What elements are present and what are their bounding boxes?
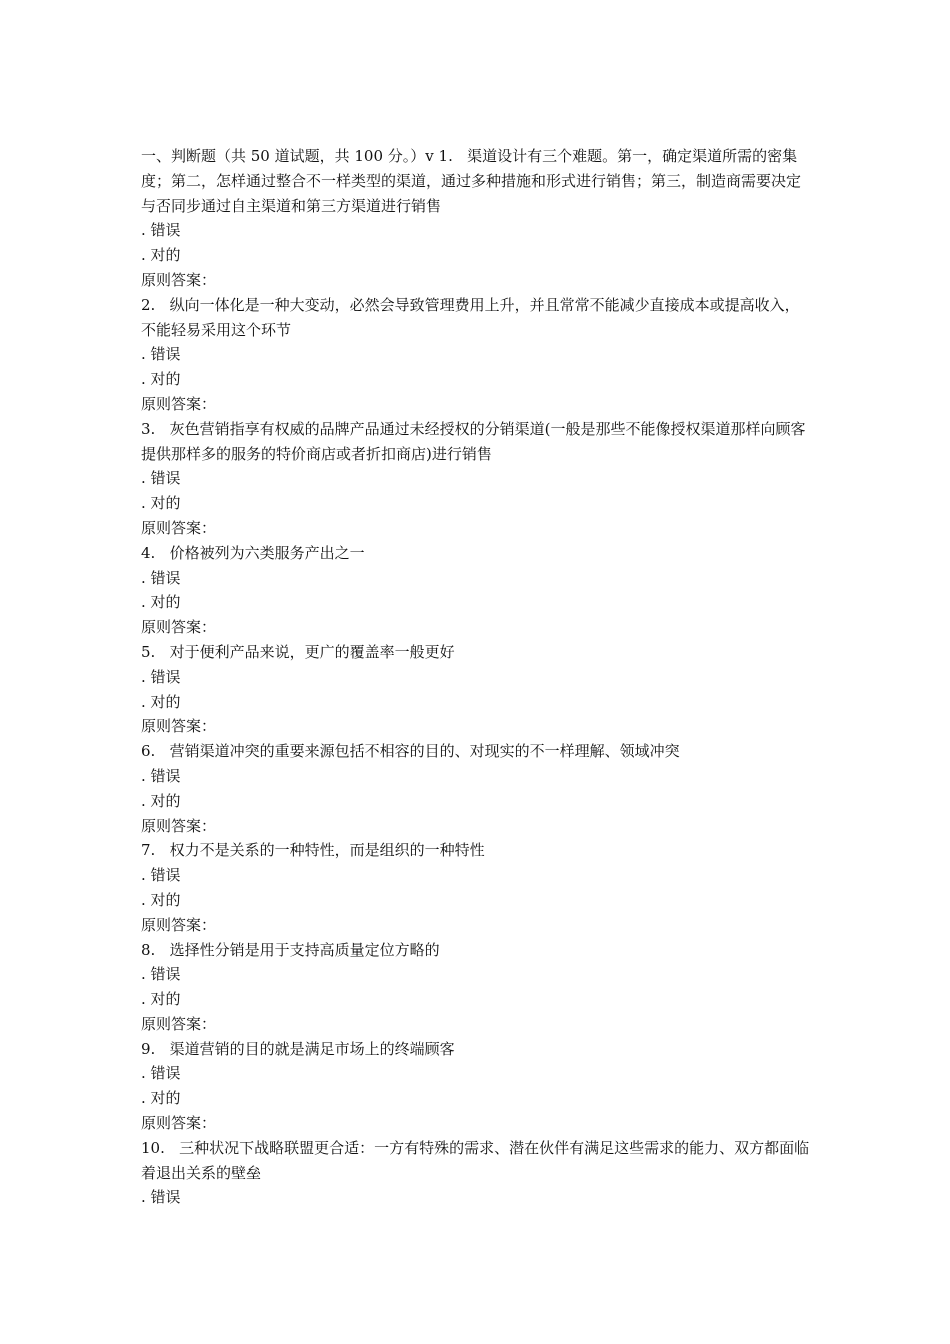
option-wrong: . 错误 bbox=[141, 345, 181, 364]
option-right: . 对的 bbox=[141, 791, 181, 810]
question-7 bbox=[141, 838, 813, 863]
option-right: . 对的 bbox=[141, 246, 181, 265]
question-text: 选择性分销是用于支持高质量定位方略的 bbox=[155, 940, 440, 959]
question-5 bbox=[141, 640, 813, 665]
question-2 bbox=[141, 293, 813, 343]
answer-label: 原则答案： bbox=[141, 394, 217, 413]
option-wrong: . 错误 bbox=[141, 1188, 181, 1207]
option-wrong: . 错误 bbox=[141, 866, 181, 885]
option-right: . 对的 bbox=[141, 890, 181, 909]
question-3 bbox=[141, 417, 813, 467]
question-text: 价格被列为六类服务产出之一 bbox=[155, 543, 365, 562]
question-text: 权力不是关系的一种特性，而是组织的一种特性 bbox=[155, 841, 485, 860]
document-page bbox=[141, 144, 813, 1210]
question-number: 10. bbox=[141, 1138, 165, 1157]
option-wrong: . 错误 bbox=[141, 766, 181, 785]
option-wrong: . 错误 bbox=[141, 965, 181, 984]
question-8 bbox=[141, 938, 813, 963]
option-wrong: . 错误 bbox=[141, 469, 181, 488]
question-text: 营销渠道冲突的重要来源包括不相容的目的、对现实的不一样理解、领域冲突 bbox=[155, 742, 680, 761]
question-text: 对于便利产品来说，更广的覆盖率一般更好 bbox=[155, 642, 455, 661]
answer-label: 原则答案： bbox=[141, 618, 217, 637]
option-wrong: . 错误 bbox=[141, 1064, 181, 1083]
question-number: 7. bbox=[141, 841, 156, 860]
option-right: . 对的 bbox=[141, 990, 181, 1009]
answer-label: 原则答案： bbox=[141, 915, 217, 934]
question-number: 3. bbox=[141, 419, 156, 438]
option-right: . 对的 bbox=[141, 370, 181, 389]
question-text: 三种状况下战略联盟更合适：一方有特殊的需求、潜在伙伴有满足这些需求的能力、双方都面临着退出关系的壁垒 bbox=[141, 1138, 810, 1182]
question-number: 1. bbox=[438, 147, 453, 165]
answer-label: 原则答案： bbox=[141, 1014, 217, 1033]
question-text: 纵向一体化是一种大变动，必然会导致管理费用上升，并且常常不能减少直接成本或提高收入，不能轻易采用这个环节 bbox=[141, 295, 800, 339]
question-number: 4. bbox=[141, 543, 156, 562]
question-6 bbox=[141, 739, 813, 764]
answer-label: 原则答案： bbox=[141, 1114, 217, 1133]
option-wrong: . 错误 bbox=[141, 568, 181, 587]
question-number: 6. bbox=[141, 742, 156, 761]
option-right: . 对的 bbox=[141, 593, 181, 612]
question-10 bbox=[141, 1136, 813, 1186]
option-wrong: . 错误 bbox=[141, 667, 181, 686]
answer-label: 原则答案： bbox=[141, 717, 217, 736]
option-right: . 对的 bbox=[141, 1089, 181, 1108]
question-number: 2. bbox=[141, 295, 156, 314]
question-text: 渠道营销的目的就是满足市场上的终端顾客 bbox=[155, 1039, 455, 1058]
question-number: 9. bbox=[141, 1039, 156, 1058]
question-number: 8. bbox=[141, 940, 156, 959]
option-right: . 对的 bbox=[141, 692, 181, 711]
answer-label: 原则答案： bbox=[141, 816, 217, 835]
question-text: 灰色营销指享有权威的品牌产品通过未经授权的分销渠道(一般是那些不能像授权渠道那样向顾客提供那样多的服务的特价商店或者折扣商店)进行销售 bbox=[141, 419, 806, 463]
section-header: 一、判断题（共 50 道试题，共 100 分。）v bbox=[141, 147, 439, 165]
answer-label: 原则答案： bbox=[141, 270, 217, 289]
question-number: 5. bbox=[141, 642, 156, 661]
question-4 bbox=[141, 541, 813, 566]
answer-label: 原则答案： bbox=[141, 518, 217, 537]
question-9 bbox=[141, 1037, 813, 1062]
option-right: . 对的 bbox=[141, 494, 181, 513]
question-text: 渠道设计有三个难题。第一，确定渠道所需的密集度；第二，怎样通过整合不一样类型的渠道，通过多种措施和形式进行销售；第三，制造商需要决定与否同步通过自主渠道和第三方渠道进行销售 bbox=[141, 147, 802, 215]
question-1 bbox=[141, 144, 813, 218]
option-wrong: . 错误 bbox=[141, 221, 181, 240]
